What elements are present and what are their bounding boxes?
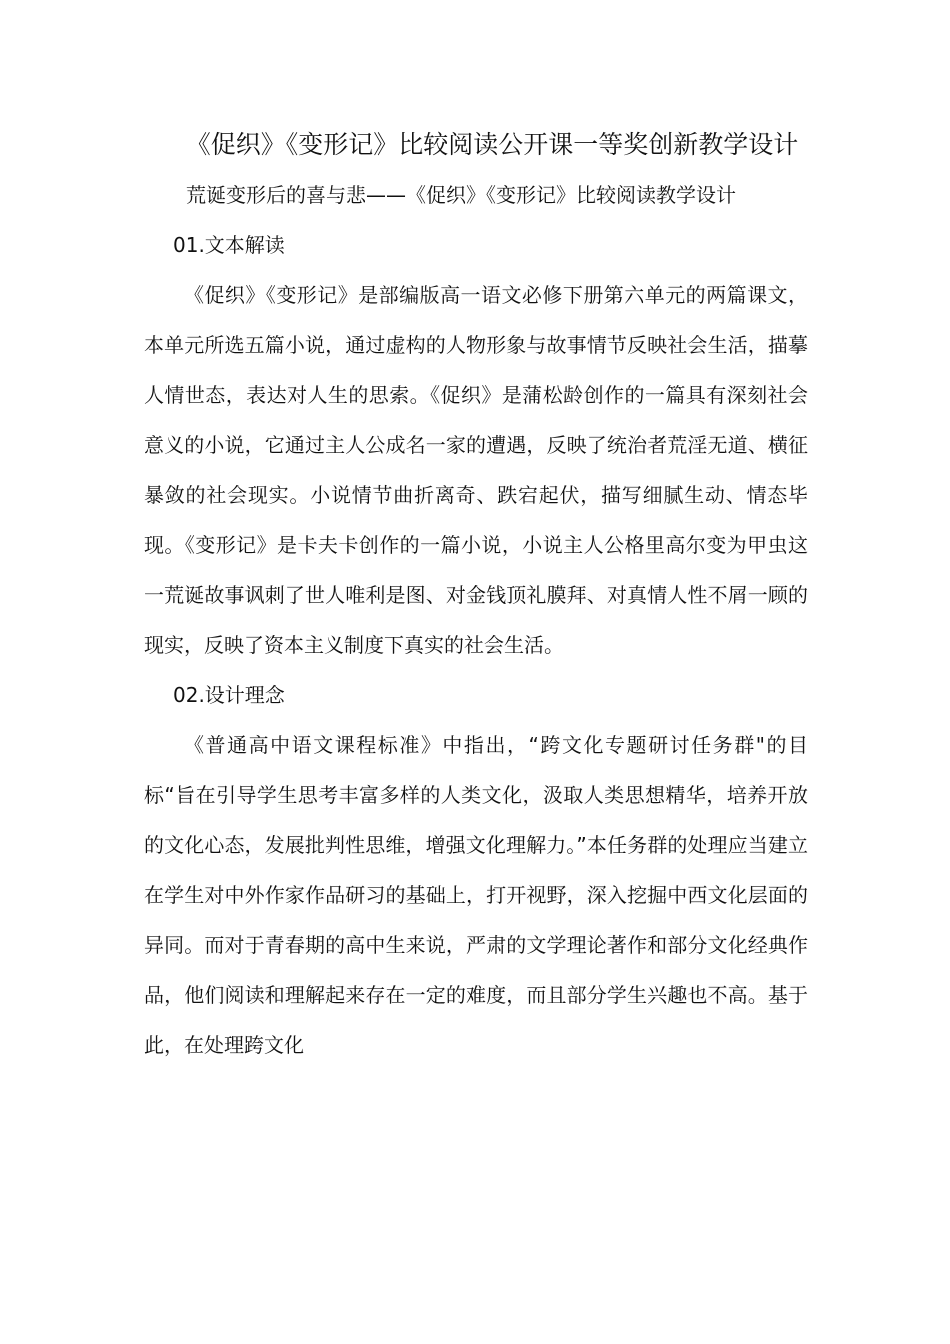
section-body-design-concept: 《普通高中语文课程标准》中指出，“跨文化专题研讨任务群"的目标“旨在引导学生思考丰富多样的人类文化，汲取人类思想精华，培养开放的文化心态，发展批判性思维，增强文化理解力。”本任务群的处理应当建立在学生对中外作家作品研习的基础上，打开视野，深入挖掘中西文化层面的异同。而对于青春期的高中生来说，严肃的文学理论著作和部分文化经典作品，他们阅读和理解起来存在一定的难度，而且部分学生兴趣也不高。基于此，在处理跨文化 [144,733,808,1057]
section-heading-design-concept: 02.设计理念 [173,683,285,707]
section-heading-text-reading: 01.文本解读 [173,233,285,257]
section-body-text-reading: 《促织》《变形记》是部编版高一语文必修下册第六单元的两篇课文，本单元所选五篇小说，通过虚构的人物形象与故事情节反映社会生活，描摹人情世态，表达对人生的思索。《促织》是蒲松龄创作的一篇具有深刻社会意义的小说，它通过主人公成名一家的遭遇，反映了统治者荒淫无道、横征暴敛的社会现实。小说情节曲折离奇、跌宕起伏，描写细腻生动、情态毕现。《变形记》是卡夫卡创作的一篇小说，小说主人公格里高尔变为甲虫这一荒诞故事讽刺了世人唯利是图、对金钱顶礼膜拜、对真情人性不屑一顾的现实，反映了资本主义制度下真实的社会生活。 [144,283,808,657]
document-title: 《促织》《变形记》比较阅读公开课一等奖创新教学设计 [185,130,799,159]
document-subtitle: 荒诞变形后的喜与悲——《促织》《变形记》比较阅读教学设计 [186,183,736,207]
document-page [144,120,808,1070]
